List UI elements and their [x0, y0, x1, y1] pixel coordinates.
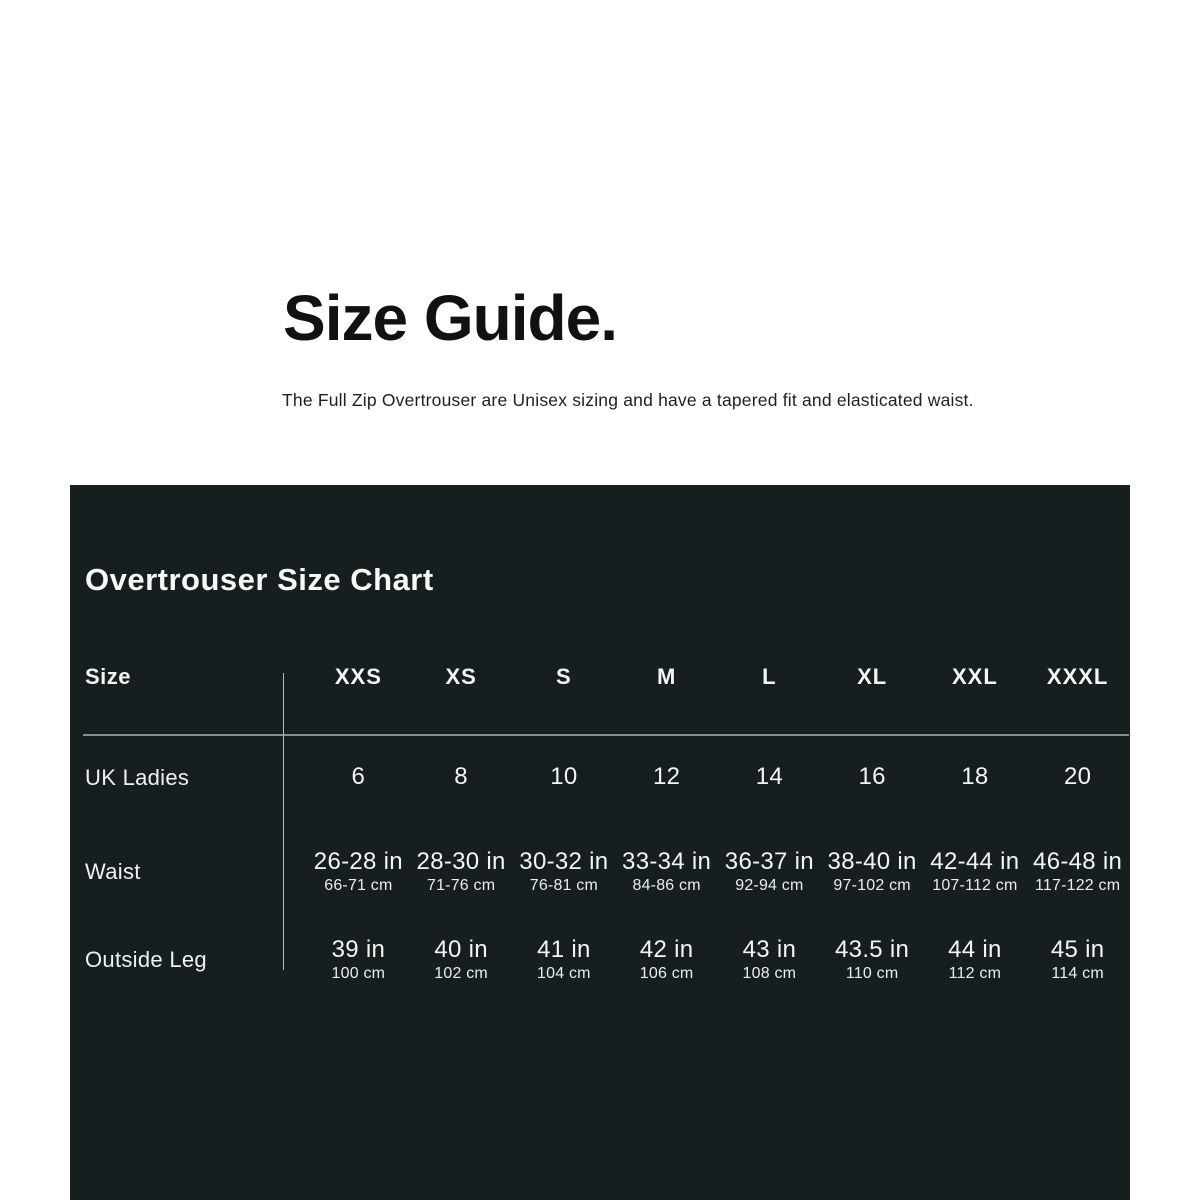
cell-value: 8	[454, 763, 468, 791]
cell-value-in: 40 in	[434, 936, 488, 964]
table-cell	[410, 764, 513, 790]
cell-value: 6	[351, 763, 366, 791]
column-header-s: S	[556, 664, 572, 689]
cell-value-cm: 117-122 cm	[1034, 876, 1121, 894]
column-header-xxs: XXS	[334, 664, 382, 689]
table-cell	[1026, 937, 1129, 983]
table-row-uk-ladies	[83, 734, 1129, 821]
table-cell	[821, 849, 924, 895]
cell-value-cm: 106 cm	[639, 964, 694, 982]
table-cell	[615, 849, 718, 895]
cell-value-in: 42 in	[639, 936, 694, 964]
table-row-outside-leg	[83, 909, 1129, 997]
column-header-xl: XL	[857, 664, 888, 689]
cell-value: 14	[755, 763, 784, 791]
cell-value-in: 30-32 in	[519, 848, 609, 876]
cell-value-in: 43 in	[742, 936, 797, 964]
cell-value-in: 26-28 in	[313, 848, 403, 876]
cell-value-in: 28-30 in	[416, 848, 506, 876]
cell-value-in: 41 in	[537, 936, 591, 964]
cell-value-cm: 108 cm	[742, 964, 797, 982]
cell-value-cm: 107-112 cm	[932, 876, 1018, 894]
table-cell	[410, 937, 513, 983]
label-column-divider-line	[283, 673, 284, 970]
row-label-waist: Waist	[85, 859, 141, 884]
cell-value-cm: 76-81 cm	[529, 876, 599, 894]
cell-value-cm: 97-102 cm	[833, 876, 911, 894]
table-row-waist	[83, 821, 1129, 909]
cell-value-cm: 114 cm	[1051, 964, 1104, 982]
cell-value-cm: 102 cm	[434, 964, 488, 982]
cell-value: 10	[550, 763, 578, 791]
cell-value-in: 43.5 in	[835, 936, 910, 964]
cell-value-in: 45 in	[1050, 936, 1105, 964]
table-cell	[718, 764, 821, 790]
cell-value-in: 33-34 in	[622, 848, 712, 876]
size-table-header-row	[83, 650, 1129, 734]
cell-value-cm: 92-94 cm	[735, 876, 804, 894]
cell-value-in: 44 in	[948, 936, 1002, 964]
size-table	[83, 650, 1129, 997]
cell-value: 18	[961, 763, 989, 791]
cell-value-cm: 110 cm	[845, 964, 899, 982]
table-cell	[307, 764, 410, 790]
column-header-l: L	[762, 664, 777, 689]
table-cell	[718, 849, 821, 895]
column-header-xxl: XXL	[951, 664, 998, 689]
table-cell	[615, 937, 718, 983]
table-cell	[718, 937, 821, 983]
table-cell	[410, 849, 513, 895]
column-header-xs: XS	[445, 664, 477, 689]
column-header-xxxl: XXXL	[1046, 664, 1109, 689]
table-cell	[615, 764, 718, 790]
page-subtitle: The Full Zip Overtrouser are Unisex sizing and have a tapered fit and elasticated waist.	[282, 389, 974, 410]
table-cell	[513, 849, 616, 895]
table-cell	[1026, 849, 1129, 895]
page-title: Size Guide.	[283, 281, 617, 354]
cell-value-cm: 66-71 cm	[324, 876, 393, 894]
table-cell	[924, 937, 1027, 983]
table-cell	[924, 764, 1027, 790]
row-label-outside-leg: Outside Leg	[85, 947, 207, 972]
header-divider-line	[83, 734, 1129, 736]
size-chart-title: Overtrouser Size Chart	[85, 561, 434, 597]
cell-value-cm: 112 cm	[948, 964, 1002, 982]
table-cell	[513, 937, 616, 983]
table-cell	[307, 849, 410, 895]
table-cell	[513, 764, 616, 790]
size-chart-panel	[70, 485, 1130, 1200]
cell-value-cm: 71-76 cm	[426, 876, 496, 894]
column-header-m: M	[656, 664, 677, 689]
cell-value-in: 46-48 in	[1033, 848, 1123, 876]
table-cell	[821, 937, 924, 983]
row-label-uk-ladies: UK Ladies	[85, 764, 190, 790]
cell-value: 20	[1063, 763, 1092, 791]
cell-value-in: 42-44 in	[930, 848, 1020, 876]
cell-value-cm: 104 cm	[537, 964, 591, 982]
cell-value-cm: 100 cm	[331, 964, 386, 982]
cell-value-cm: 84-86 cm	[632, 876, 701, 894]
cell-value-in: 39 in	[331, 936, 386, 964]
size-column-label: Size	[85, 664, 132, 689]
cell-value-in: 36-37 in	[724, 848, 814, 876]
cell-value-in: 38-40 in	[827, 848, 917, 876]
table-cell	[821, 764, 924, 790]
table-cell	[307, 937, 410, 983]
table-cell	[924, 849, 1027, 895]
cell-value: 12	[652, 763, 681, 791]
cell-value: 16	[858, 763, 886, 791]
table-cell	[1026, 764, 1129, 790]
